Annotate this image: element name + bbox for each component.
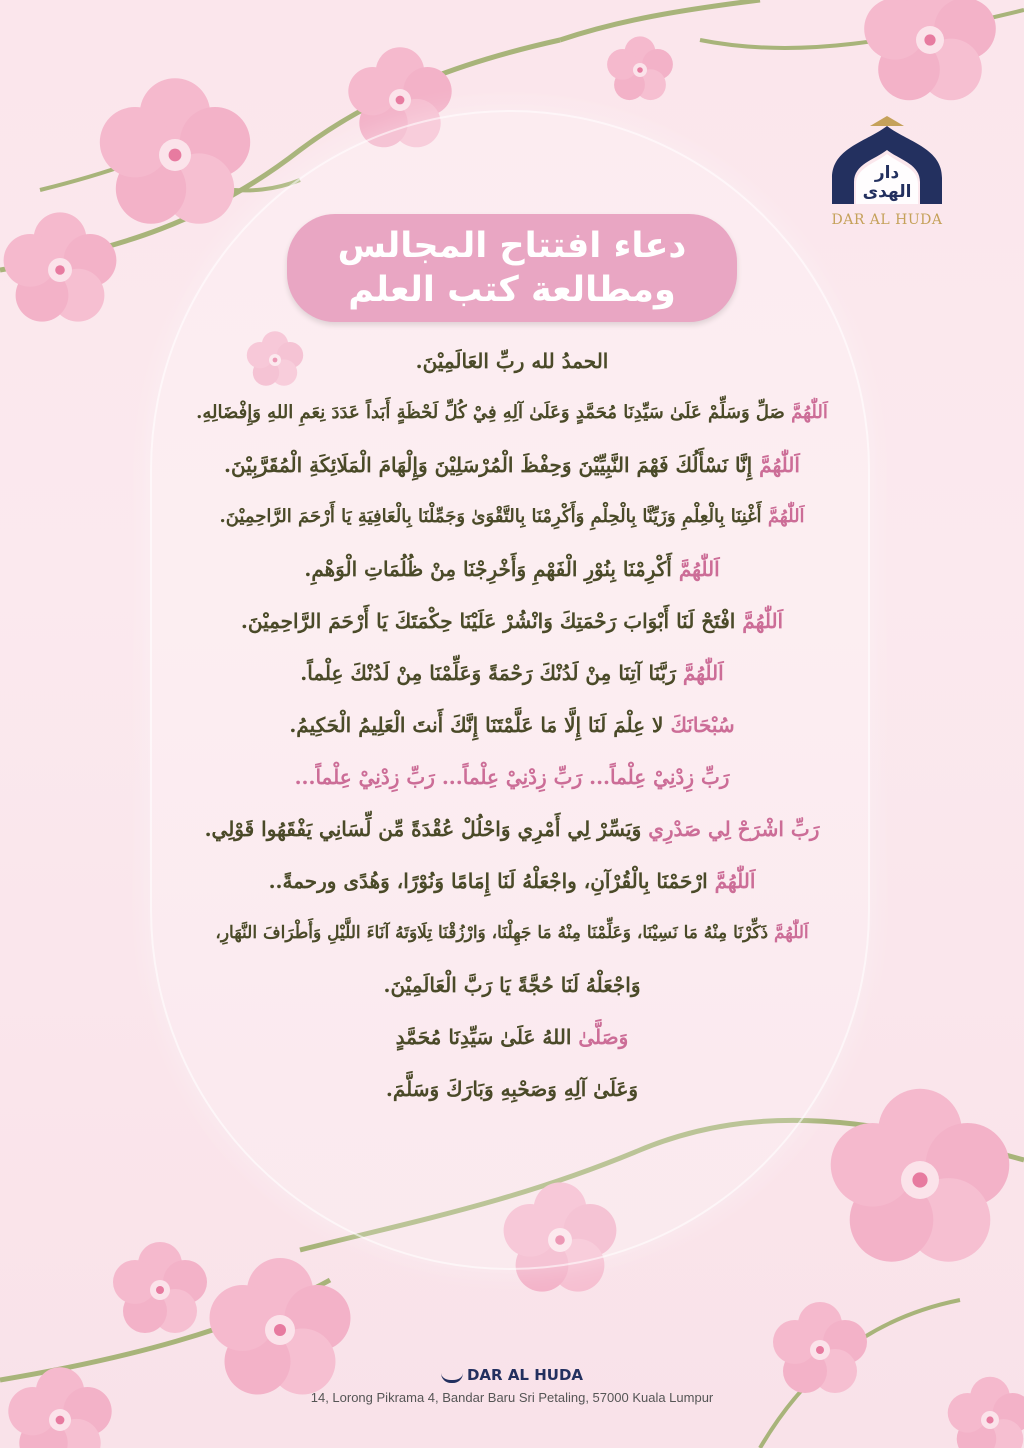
prayer-line-pink: اَللّٰهُمَّ [767, 506, 805, 527]
prayer-line [170, 700, 854, 750]
prayer-line-pink: اَللّٰهُمَّ [773, 923, 809, 943]
prayer-line-text: افْتَحْ لَنَا أَبْوَابَ رَحْمَتِكَ وَانْشُرْ عَلَيْنَا حِكْمَتَكَ يَا أَرْحَمَ الرَّاحِمِيْنَ. [240, 609, 736, 633]
prayer-line [170, 960, 854, 1010]
prayer-line [170, 908, 854, 958]
footer-brand [0, 1366, 1024, 1384]
prayer-line-pink: اَللّٰهُمَّ [742, 609, 784, 633]
prayer-line-pink: رَبِّ اشْرَحْ لِي صَدْرِي [648, 817, 820, 841]
title-banner [287, 214, 737, 322]
prayer-line [170, 388, 854, 438]
prayer-line-pink: وَصَلَّىٰ [578, 1025, 629, 1049]
prayer-line-pink: اَللّٰهُمَّ [791, 402, 828, 423]
prayer-line-text: وَيَسِّرْ لِي أَمْرِي وَاحْلُلْ عُقْدَةً مِّن لِّسَانِي يَفْقَهُوا قَوْلِي. [204, 817, 642, 841]
prayer-line-text: الحمدُ لله ربِّ العَالَمِيْنَ. [415, 349, 609, 373]
prayer-line [170, 492, 854, 542]
prayer-line-pink: اَللّٰهُمَّ [714, 869, 756, 893]
prayer-line [170, 856, 854, 906]
prayer-line [170, 1012, 854, 1062]
prayer-line-text: لا عِلْمَ لَنَا إِلَّا مَا عَلَّمْتَنَا إِنَّكَ أَنتَ الْعَلِيمُ الْحَكِيمُ. [289, 713, 664, 737]
prayer-line [170, 1064, 854, 1114]
logo-arabic-text: دار الهدى [862, 163, 912, 202]
logo-latin-text: DAR AL HUDA [831, 212, 943, 228]
prayer-line-text: وَعَلَىٰ آلِهِ وَصَحْبِهِ وَبَارَكَ وَسَلَّمَ. [385, 1077, 639, 1101]
prayer-line [170, 440, 854, 490]
prayer-line-text: صَلِّ وَسَلِّمْ عَلَىٰ سَيِّدِنَا مُحَمَّدٍ وَعَلَىٰ آلِهِ فِيْ كُلِّ لَحْظَةٍ أَبَداً عَدَدَ نِعَمِ اللهِ وَإِفْضَالِهِ. [196, 402, 785, 423]
prayer-line-text: رَبَّنَا آتِنَا مِنْ لَدُنْكَ رَحْمَةً وَعَلِّمْنَا مِنْ لَدُنْكَ عِلْماً. [300, 661, 676, 685]
prayer-line [170, 336, 854, 386]
prayer-line-text: أَغْنِنَا بِالْعِلْمِ وَزَيِّنَّا بِالْحِلْمِ وَأَكْرِمْنَا بِالتَّقْوَىٰ وَجَمِّلْنَا بِالْعَافِيَةِ يَا أَرْحَمَ الرَّاحِمِيْنَ. [219, 506, 762, 527]
prayer-line-pink: اَللّٰهُمَّ [678, 557, 720, 581]
footer-brand-text: DAR AL HUDA [466, 1366, 583, 1384]
title-line-2: ومطالعة كتب العلم [348, 270, 676, 310]
prayer-line-text: وَاجْعَلْهُ لَنَا حُجَّةً يَا رَبَّ الْعَالَمِيْنَ. [383, 973, 641, 997]
prayer-line [170, 804, 854, 854]
prayer-line [170, 648, 854, 698]
prayer-line-pink: اَللّٰهُمَّ [682, 661, 724, 685]
prayer-line-pink: سُبْحَانَكَ [670, 713, 735, 737]
footer-address: 14, Lorong Pikrama 4, Bandar Baru Sri Petaling, 57000 Kuala Lumpur [310, 1390, 714, 1405]
title-line-1: دعاء افتتاح المجالس [337, 226, 687, 266]
prayer-line-pink: رَبِّ زِدْنِيْ عِلْماً... رَبِّ زِدْنِيْ عِلْماً... رَبِّ زِدْنِيْ عِلْماً... [294, 765, 730, 789]
dar-al-huda-logo [826, 108, 948, 230]
prayer-line-text: ارْحَمْنَا بِالْقُرْآنِ، واجْعَلْهُ لَنَا إِمَامًا وَنُوْرًا، وَهُدًى ورحمةً.. [268, 869, 708, 893]
prayer-line-text: ذَكِّرْنَا مِنْهُ مَا نَسِيْنَا، وَعَلِّمْنَا مِنْهُ مَا جَهِلْنَا، وَارْزُقْنَا تِلَاوَتَهُ آنَاءَ اللَّيْلِ وَأَطْرَافَ النَّهَارِ، [215, 923, 769, 943]
prayer-line-text: أَكْرِمْنَا بِنُوْرِ الْفَهْمِ وَأَخْرِجْنَا مِنْ ظُلُمَاتِ الْوَهْمِ. [304, 557, 672, 581]
book-icon [441, 1368, 463, 1383]
prayer-line [170, 544, 854, 594]
prayer-line-pink: اَللّٰهُمَّ [759, 453, 800, 477]
prayer-line [170, 752, 854, 802]
prayer-line-text: اللهُ عَلَىٰ سَيِّدِنَا مُحَمَّدٍ [395, 1025, 572, 1049]
prayer-text [170, 336, 854, 1116]
prayer-line-text: إِنَّا نَسْأَلُكَ فَهْمَ النَّبِيِّيْنَ وَحِفْظَ الْمُرْسَلِيْنَ وَإِلْهَامَ الْمَلَائِكَةِ الْمُقَرَّبِيْنَ. [224, 453, 753, 477]
prayer-line [170, 596, 854, 646]
